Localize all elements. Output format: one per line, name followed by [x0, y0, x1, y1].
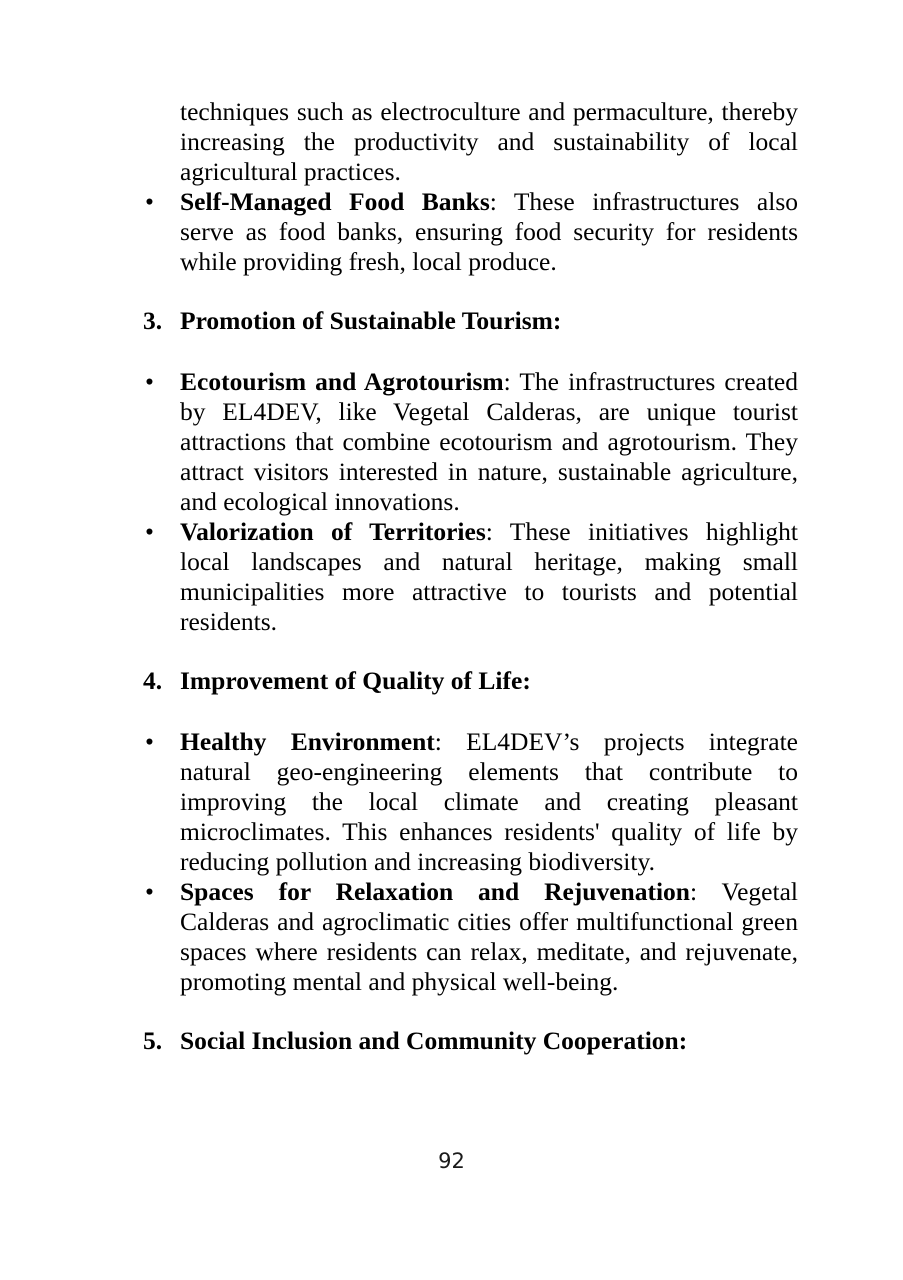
- section-heading-5: [143, 1026, 798, 1056]
- spacer: [143, 997, 798, 1026]
- bullet-icon: •: [145, 517, 154, 546]
- paragraph-continuation: [180, 97, 798, 187]
- list-item-text: : The infrastructures created by EL4DEV, like Vegetal Calderas, are unique tourist attractions that combine ecotourism and agrotourism. They attract visitors interested in nature, sustainable agriculture, and ecological innovations.: [180, 367, 798, 516]
- section-title: Social Inclusion and Community Cooperation:: [180, 1026, 688, 1055]
- bullet-icon: •: [145, 877, 154, 906]
- spacer: [143, 277, 798, 306]
- section-heading-3: [143, 306, 798, 336]
- spacer: [143, 336, 798, 367]
- spacer: [143, 696, 798, 727]
- list-item-text: : Vegetal Calderas and agroclimatic cities offer multifunctional green spaces where residents can relax, meditate, and rejuvenate, promoting mental and physical well-being.: [180, 877, 798, 996]
- bullet-icon: •: [145, 367, 154, 396]
- list-item-text: : These initiatives highlight local landscapes and natural heritage, making small municipalities more attractive to tourists and potential residents.: [180, 517, 799, 636]
- list-item: [143, 367, 798, 517]
- list-item-lead: Spaces for Relaxation and Rejuvenation: [180, 877, 690, 906]
- section-number: 5.: [143, 1026, 163, 1055]
- section-title: Promotion of Sustainable Tourism:: [180, 306, 562, 335]
- page-content: [143, 97, 798, 1056]
- page-number: 92: [438, 1149, 465, 1173]
- section-number: 3.: [143, 306, 163, 335]
- paragraph-text: techniques such as electroculture and permaculture, thereby increasing the productivity and sustainability of local agricultural practices.: [180, 97, 798, 186]
- list-item: [143, 877, 798, 997]
- section-title: Improvement of Quality of Life:: [180, 666, 531, 695]
- list-item-lead: Ecotourism and Agrotourism: [180, 367, 504, 396]
- list-item: [143, 187, 798, 277]
- section-number: 4.: [143, 666, 163, 695]
- list-item: [143, 727, 798, 877]
- list-item-text: : These infrastructures also serve as food banks, ensuring food security for residents while providing fresh, local produce.: [180, 187, 798, 276]
- list-item-lead: Valorization of Territories: [180, 517, 486, 546]
- bullet-icon: •: [145, 727, 154, 756]
- list-item-lead: Healthy Environment: [180, 727, 435, 756]
- list-item-lead: Self-Managed Food Banks: [180, 187, 490, 216]
- list-item-text: : EL4DEV’s projects integrate natural geo-engineering elements that contribute to improving the local climate and creating pleasant microclimates. This enhances residents' quality of life by reducing pollution and increasing biodiversity.: [180, 727, 798, 876]
- bullet-icon: •: [145, 187, 154, 216]
- list-item: [143, 517, 798, 637]
- spacer: [143, 637, 798, 666]
- section-heading-4: [143, 666, 798, 696]
